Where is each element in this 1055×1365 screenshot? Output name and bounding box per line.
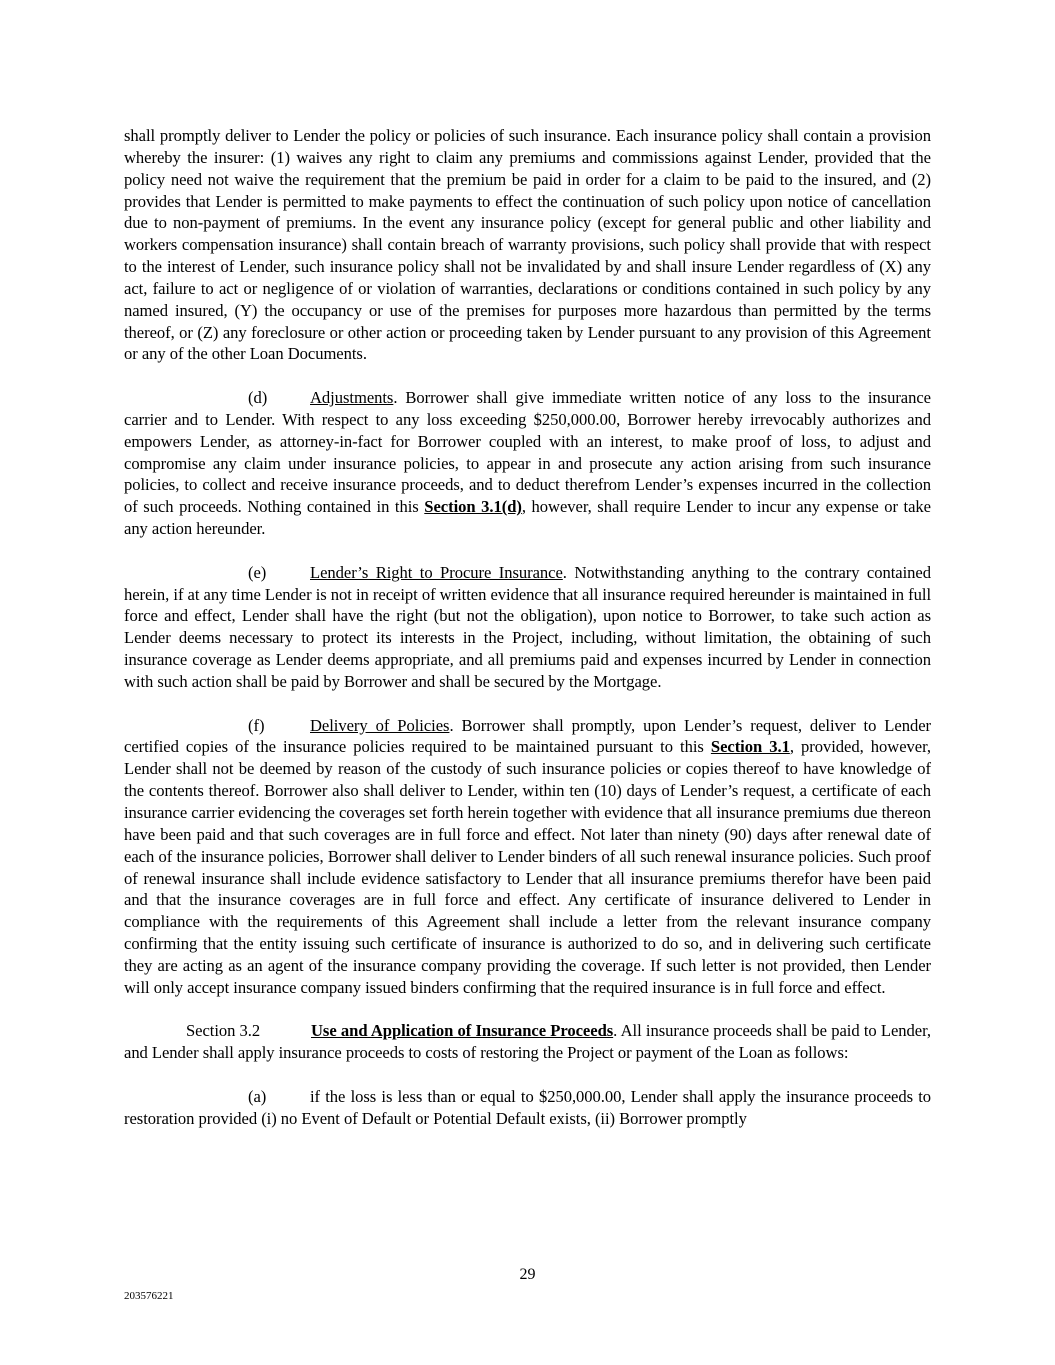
paragraph-text: , provided, however, Lender shall not be deemed by reason of the custody of such insurance policies or copies thereof to have knowledge of the contents thereof. Borrower also shall deliver to Lender, within ten (10) days of Lender’s request, a certificate of each insurance carrier evidencing the coverages set forth herein together with evidence that all insurance premiums due thereon have been paid and that such coverages are in full force and effect. Not later than ninety (90) days after renewal date of each of the insurance policies, Borrower shall deliver to Lender binders of all such renewal insurance policies. Such proof of renewal insurance shall include evidence satisfactory to Lender that all insurance premiums therefor have been paid and that the insurance coverages are in full force and effect. Any certificate of insurance delivered to Lender in compliance with the requirements of this Agreement shall include a letter from the relevant insurance company confirming that the entity issuing such certificate of insurance is authorized to do so, and in delivering such certificate they are acting as an agent of the insurance company providing the coverage. If such letter is not provided, then Lender will only accept insurance company issued binders confirming that the required insurance is in full force and effect. bbox=[124, 737, 931, 997]
subsection-heading: Delivery of Policies bbox=[310, 715, 450, 735]
subsection-f bbox=[124, 715, 931, 999]
subsection-number: (e) bbox=[248, 562, 267, 582]
section-number: Section 3.2 bbox=[186, 1021, 261, 1041]
paragraph-text: . Notwithstanding anything to the contrary contained herein, if at any time Lender is not in receipt of written evidence that all insurance required hereunder is maintained in full force and effect, Lender shall have the right (but not the obligation), upon notice to Borrower, to take such action as Lender deems necessary to protect its interests in the Project, including, without limitation, the obtaining of such insurance coverage as Lender deems appropriate, and all premiums paid and expenses incurred by Lender in connection with such action shall be paid by Borrower and shall be secured by the Mortgage. bbox=[124, 562, 931, 691]
section-3-2 bbox=[124, 1020, 931, 1064]
subsection-a bbox=[124, 1086, 931, 1130]
paragraph-text: . Borrower shall promptly, upon Lender’s request, deliver to Lender certified copies of the insurance policies required to be maintained pursuant to this bbox=[124, 715, 931, 757]
document-id: 203576221 bbox=[124, 1290, 174, 1302]
subsection-number: (d) bbox=[248, 388, 268, 408]
paragraph-text: if the loss is less than or equal to $250,000.00, Lender shall apply the insurance proceeds to restoration provided (i) no Event of Default or Potential Default exists, (ii) Borrower promptly bbox=[124, 1086, 931, 1128]
paragraph-text: . All insurance proceeds shall be paid to Lender, and Lender shall apply insurance proceeds to costs of restoring the Project or payment of the Loan as follows: bbox=[124, 1021, 932, 1063]
subsection-e bbox=[124, 562, 931, 693]
paragraph-text: , however, shall require Lender to incur any expense or take any action hereunder. bbox=[124, 497, 931, 539]
paragraph-continuation bbox=[124, 125, 931, 365]
document-page bbox=[124, 125, 931, 1151]
subsection-number: (f) bbox=[248, 715, 265, 735]
subsection-d bbox=[124, 387, 931, 540]
subsection-heading: Lender’s Right to Procure Insurance bbox=[310, 562, 563, 582]
page-number: 29 bbox=[519, 1266, 536, 1283]
paragraph-text: . Borrower shall give immediate written notice of any loss to the insurance carrier and to Lender. With respect to any loss exceeding $250,000.00, Borrower hereby irrevocably authorizes and empowers Lender, as attorney-in-fact for Borrower coupled with an interest, to make proof of loss, to adjust and compromise any claim under insurance policies, to appear in and prosecute any action arising from such insurance policies, to collect and receive insurance proceeds, and to deduct therefrom Lender’s expenses incurred in the collection of such proceeds. Nothing contained in this bbox=[124, 388, 931, 517]
section-reference: Section 3.1(d) bbox=[424, 497, 522, 517]
section-heading: Use and Application of Insurance Proceeds bbox=[311, 1021, 614, 1041]
section-reference: Section 3.1 bbox=[710, 737, 790, 757]
subsection-heading: Adjustments bbox=[310, 388, 394, 408]
paragraph-text: shall promptly deliver to Lender the policy or policies of such insurance. Each insurance policy shall contain a provision whereby the insurer: (1) waives any right to claim any premiums and commissions against Lender, provided that the policy need not waive the requirement that the premium be paid in order for a claim to be paid to the insured, and (2) provides that Lender is permitted to make payments to effect the continuation of such policy upon notice of cancellation due to non-payment of premiums. In the event any insurance policy (except for general public and other liability and workers compensation insurance) shall contain breach of warranty provisions, such policy shall provide that with respect to the interest of Lender, such insurance policy shall not be invalidated by and shall insure Lender regardless of (X) any act, failure to act or negligence of or violation of warranties, declarations or conditions contained in such policy by any named insured, (Y) the occupancy or use of the premises for purposes more hazardous than permitted by the terms thereof, or (Z) any foreclosure or other action or proceeding taken by Lender pursuant to any provision of this Agreement or any of the other Loan Documents. bbox=[124, 126, 931, 364]
subsection-number: (a) bbox=[248, 1086, 267, 1106]
